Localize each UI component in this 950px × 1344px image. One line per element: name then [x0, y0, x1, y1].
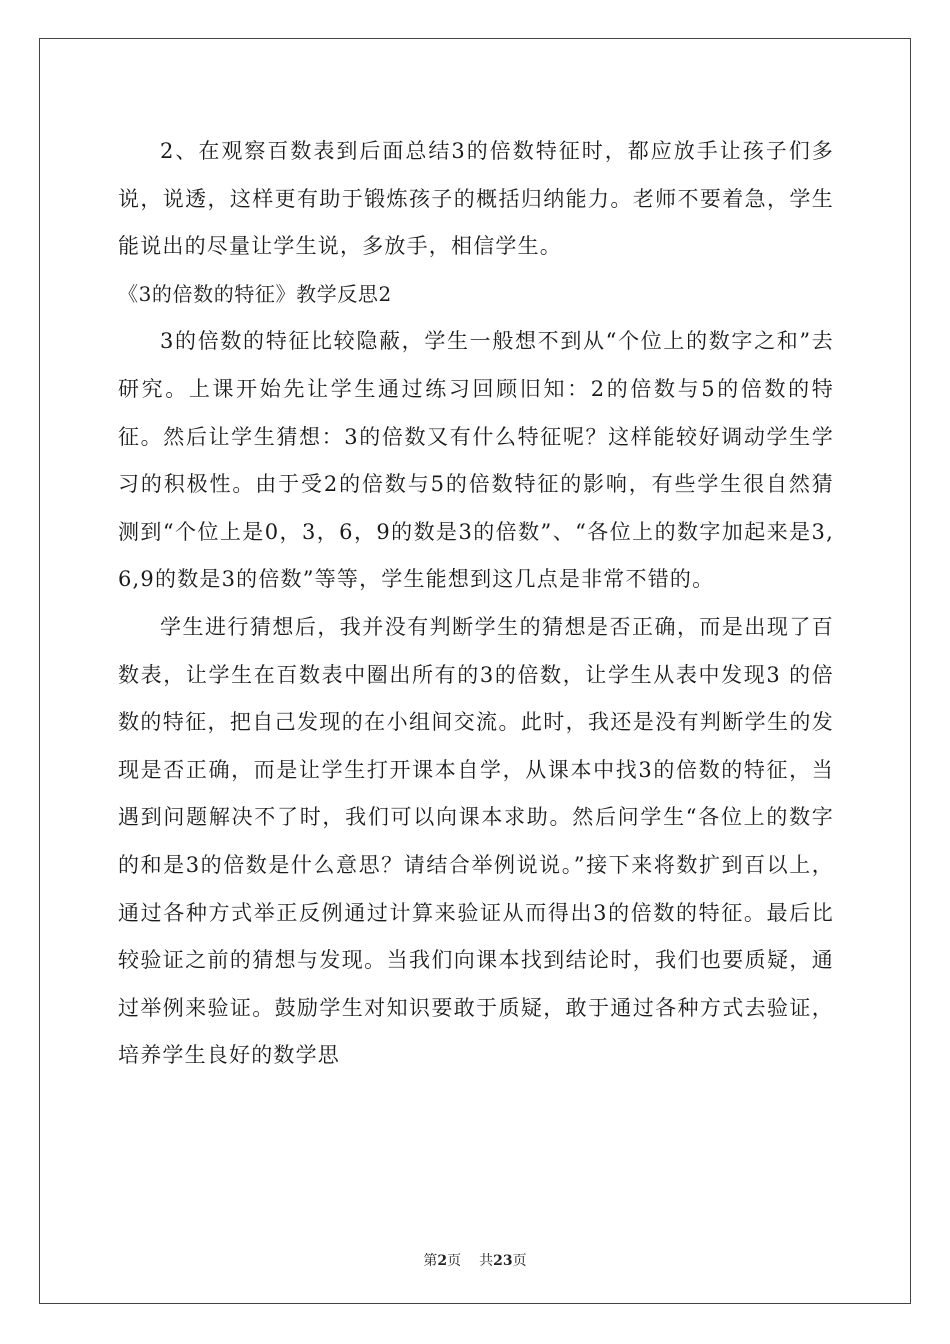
- page-footer: [0, 1250, 950, 1270]
- total-prefix: 共: [479, 1253, 494, 1269]
- document-body: [118, 128, 834, 1080]
- page-suffix: 页: [447, 1253, 462, 1269]
- total-pages: 23: [493, 1253, 513, 1269]
- paragraph-2: 3的倍数的特征比较隐蔽，学生一般想不到从“个位上的数字之和”去研究。上课开始先让学生通过练习回顾旧知：2的倍数与5的倍数的特征。然后让学生猜想：3的倍数又有什么特征呢？这样能较好调动学生学习的积极性。由于受2的倍数与5的倍数特征的影响，有些学生很自然猜测到“个位上是0，3，6，9的数是3的倍数”、“各位上的数字加起来是3,6,9的数是3的倍数”等等，学生能想到这几点是非常不错的。: [118, 329, 834, 592]
- page-number: 2: [437, 1253, 448, 1269]
- page-prefix: 第: [423, 1253, 438, 1269]
- paragraph-1: 2、在观察百数表到后面总结3的倍数特征时，都应放手让孩子们多说，说透，这样更有助于锻炼孩子的概括归纳能力。老师不要着急，学生能说出的尽量让学生说，多放手，相信学生。: [118, 139, 834, 259]
- paragraph-3: 学生进行猜想后，我并没有判断学生的猜想是否正确，而是出现了百数表，让学生在百数表中圈出所有的3的倍数，让学生从表中发现3 的倍数的特征，把自己发现的在小组间交流。此时，我还是没有判断学生的发现是否正确，而是让学生打开课本自学，从课本中找3的倍数的特征，当遇到问题解决不了时，我们可以向课本求助。然后问学生“各位上的数字的和是3的倍数是什么意思？请结合举例说说。”接下来将数扩到百以上，通过各种方式举正反例通过计算来验证从而得出3的倍数的特征。最后比较验证之前的猜想与发现。当我们向课本找到结论时，我们也要质疑，通过举例来验证。鼓励学生对知识要敢于质疑，敢于通过各种方式去验证，培养学生良好的数学思: [118, 614, 834, 1068]
- section-heading: 《3的倍数的特征》教学反思2: [118, 281, 392, 306]
- total-suffix: 页: [512, 1253, 527, 1269]
